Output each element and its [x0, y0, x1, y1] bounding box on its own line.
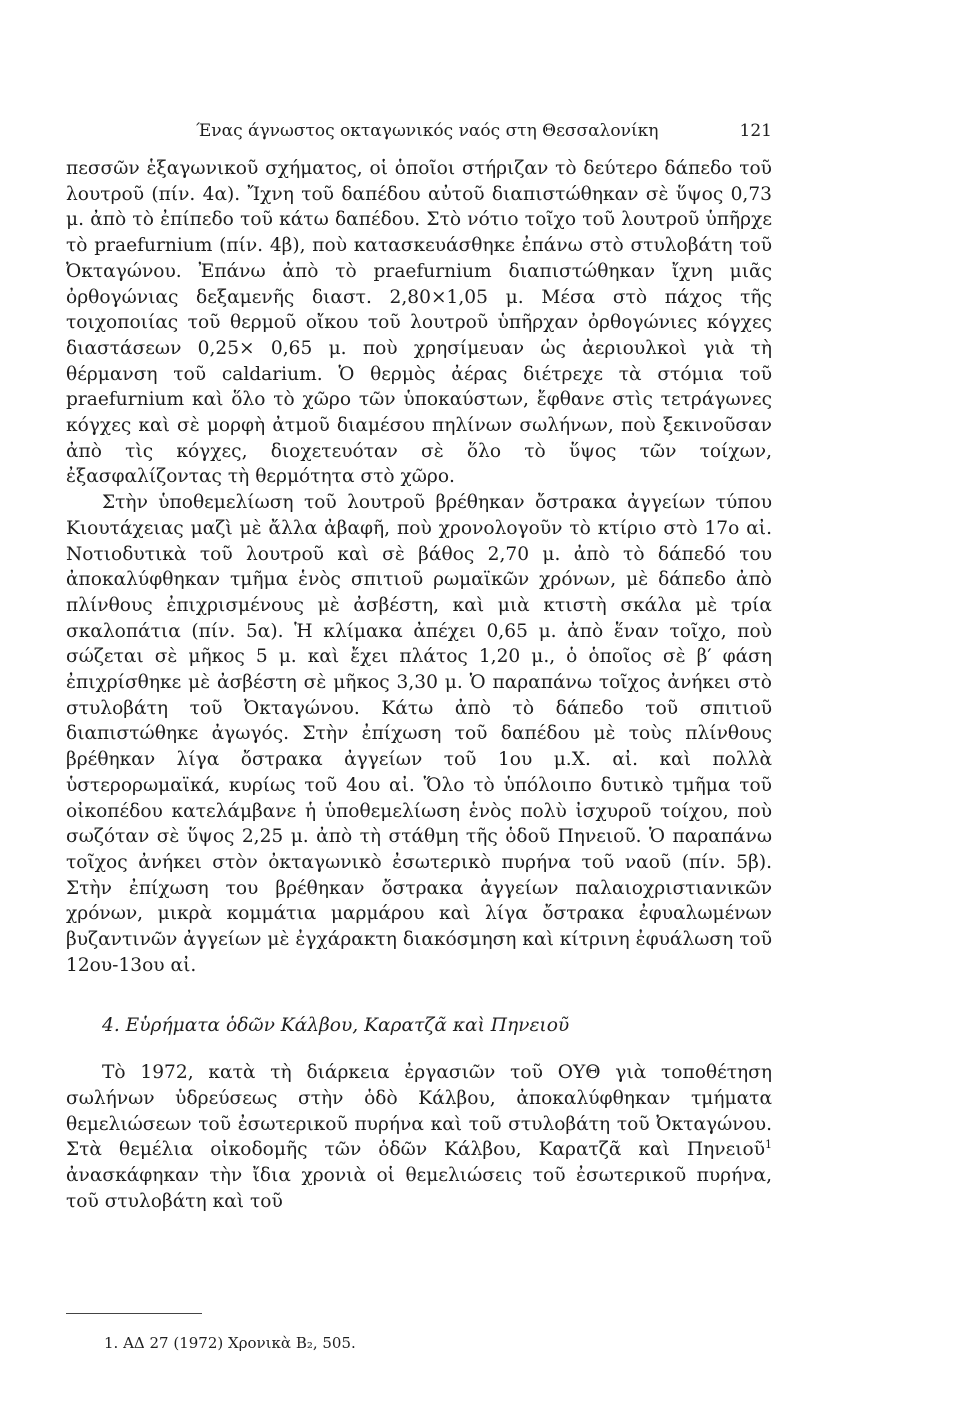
footnote-reference[interactable]: 1 [765, 1138, 772, 1152]
section-heading [66, 1013, 772, 1039]
page-number: 121 [739, 121, 772, 141]
section-number: 4. [102, 1014, 120, 1036]
paragraph [66, 1060, 772, 1214]
footnote: 1. ΑΔ 27 (1972) Χρονικὰ Β₂, 505. [104, 1334, 356, 1352]
paragraph-text: ἀνασκάφηκαν τὴν ἴδια χρονιὰ οἱ θεμελιώσεις τοῦ ἐσωτερικοῦ πυρήνα, τοῦ στυλοβάτη καὶ τοῦ [66, 1165, 772, 1212]
running-title: Ένας άγνωστος οκταγωνικός ναός στη Θεσσαλονίκη [196, 121, 659, 141]
section-title: Εὑρήματα ὁδῶν Κάλβου, Καρατζᾶ καὶ Πηνειοῦ [125, 1014, 570, 1036]
paragraph: Στὴν ὑποθεμελίωση τοῦ λουτροῦ βρέθηκαν ὄστρακα ἀγγείων τύπου Κιουτάχειας μαζὶ μὲ ἄλλα ἀβαφῆ, ποὺ χρονολογοῦν τὸ κτίριο στὸ 17ο αἰ. Νοτιοδυτικὰ τοῦ λουτροῦ καὶ σὲ βάθος 2,70 μ. ἀπὸ τὸ δάπεδό του ἀποκαλύφθηκαν τμῆμα ἑνὸς σπιτιοῦ ρωμαϊκῶν χρόνων, μὲ δάπεδο ἀπὸ πλίνθους ἐπιχρισμένους μὲ ἀσβέστη, καὶ μιὰ κτιστὴ σκάλα μὲ τρία σκαλοπάτια (πίν. 5α). Ἡ κλίμακα ἀπέχει 0,65 μ. ἀπὸ ἕναν τοῖχο, ποὺ σώζεται σὲ μῆκος 5 μ. καὶ ἔχει πλάτος 1,20 μ., ὁ ὁποῖος σὲ β′ φάση ἐπιχρίσθηκε μὲ ἀσβέστη σὲ μῆκος 3,30 μ. Ὁ παραπάνω τοῖχος ἀνήκει στὸ στυλοβάτη τοῦ Ὀκταγώνου. Κάτω ἀπὸ τὸ δάπεδο τοῦ σπιτιοῦ διαπιστώθηκε ἀγωγός. Στὴν ἐπίχωση τοῦ δαπέδου μὲ τοὺς πλίνθους βρέθηκαν λίγα ὄστρακα ἀγγείων τοῦ 1ου μ.Χ. αἰ. καὶ πολλὰ ὑστερορωμαϊκά, κυρίως τοῦ 4ου αἰ. Ὅλο τὸ ὑπόλοιπο δυτικὸ τμῆμα τοῦ οἰκοπέδου κατελάμβανε ἡ ὑποθεμελίωση ἑνὸς πολὺ ἰσχυροῦ τοίχου, ποὺ σωζόταν σὲ ὕψος 2,25 μ. ἀπὸ τὴ στάθμη τῆς ὁδοῦ Πηνειοῦ. Ὁ παραπάνω τοῖχος ἀνήκει στὸν ὀκταγωνικὸ ἐσωτερικὸ πυρήνα τοῦ ναοῦ (πίν. 5β). Στὴν ἐπίχωση του βρέθηκαν ὄστρακα ἀγγείων παλαιοχριστιανικῶν χρόνων, μικρὰ κομμάτια μαρμάρου καὶ λίγα ὄστρακα ἐφυαλωμένων βυζαντινῶν ἀγγείων μὲ ἐγχάρακτη διακόσμηση καὶ κίτρινη ἐφυάλωση τοῦ 12ου-13ου αἰ. [66, 492, 772, 976]
paragraph-text: Τὸ 1972, κατὰ τὴ διάρκεια ἐργασιῶν τοῦ ΟΥΘ γιὰ τοποθέτηση σωλήνων ὑδρεύσεως στὴν ὁδὸ Κάλβου, ἀποκαλύφθηκαν τμήματα θεμελιώσεων τοῦ ἐσωτερικοῦ πυρήνα καὶ τοῦ στυλοβάτη τοῦ Ὀκταγώνου. Στὰ θεμέλια οἰκοδομῆς τῶν ὁδῶν Κάλβου, Καρατζᾶ καὶ Πηνειοῦ [66, 1062, 772, 1161]
paragraph-continued: πεσσῶν ἑξαγωνικοῦ σχήματος, οἱ ὁποῖοι στήριζαν τὸ δεύτερο δάπεδο τοῦ λουτροῦ (πίν. 4α). Ἴχνη τοῦ δαπέδου αὐτοῦ διαπιστώθηκαν σὲ ὕψος 0,73 μ. ἀπὸ τὸ ἐπίπεδο τοῦ κάτω δαπέδου. Στὸ νότιο τοῖχο τοῦ λουτροῦ ὑπῆρχε τὸ praefurnium (πίν. 4β), ποὺ κατασκευάσθηκε ἐπάνω στὸ στυλοβάτη τοῦ Ὀκταγώνου. Ἐπάνω ἀπὸ τὸ praefurnium διαπιστώθηκαν ἴχνη μιᾶς ὀρθογώνιας δεξαμενῆς διαστ. 2,80×1,05 μ. Μέσα στὸ πάχος τῆς τοιχοποιίας τοῦ θερμοῦ οἴκου τοῦ λουτροῦ ὑπῆρχαν ὀρθογώνιες κόγχες διαστάσεων 0,25× 0,65 μ. ποὺ χρησίμευαν ὡς ἀεριουλκοὶ γιὰ τὴ θέρμανση τοῦ caldarium. Ὁ θερμὸς ἀέρας διέτρεχε τὰ στόμια τοῦ praefurnium καὶ ὅλο τὸ χῶρο τῶν ὑποκαύστων, ἔφθανε στὶς τετράγωνες κόγχες καὶ σὲ μορφὴ ἀτμοῦ διαμέσου πηλίνων σωλήνων, ποὺ ξεκινοῦσαν ἀπὸ τὶς κόγχες, διοχετευόταν σὲ ὅλο τὸ ὕψος τῶν τοίχων, ἐξασφαλίζοντας τὴ θερμότητα στὸ χῶρο. [66, 158, 772, 488]
body-text [66, 156, 772, 1214]
footnote-divider [66, 1313, 202, 1314]
running-header [66, 118, 772, 144]
